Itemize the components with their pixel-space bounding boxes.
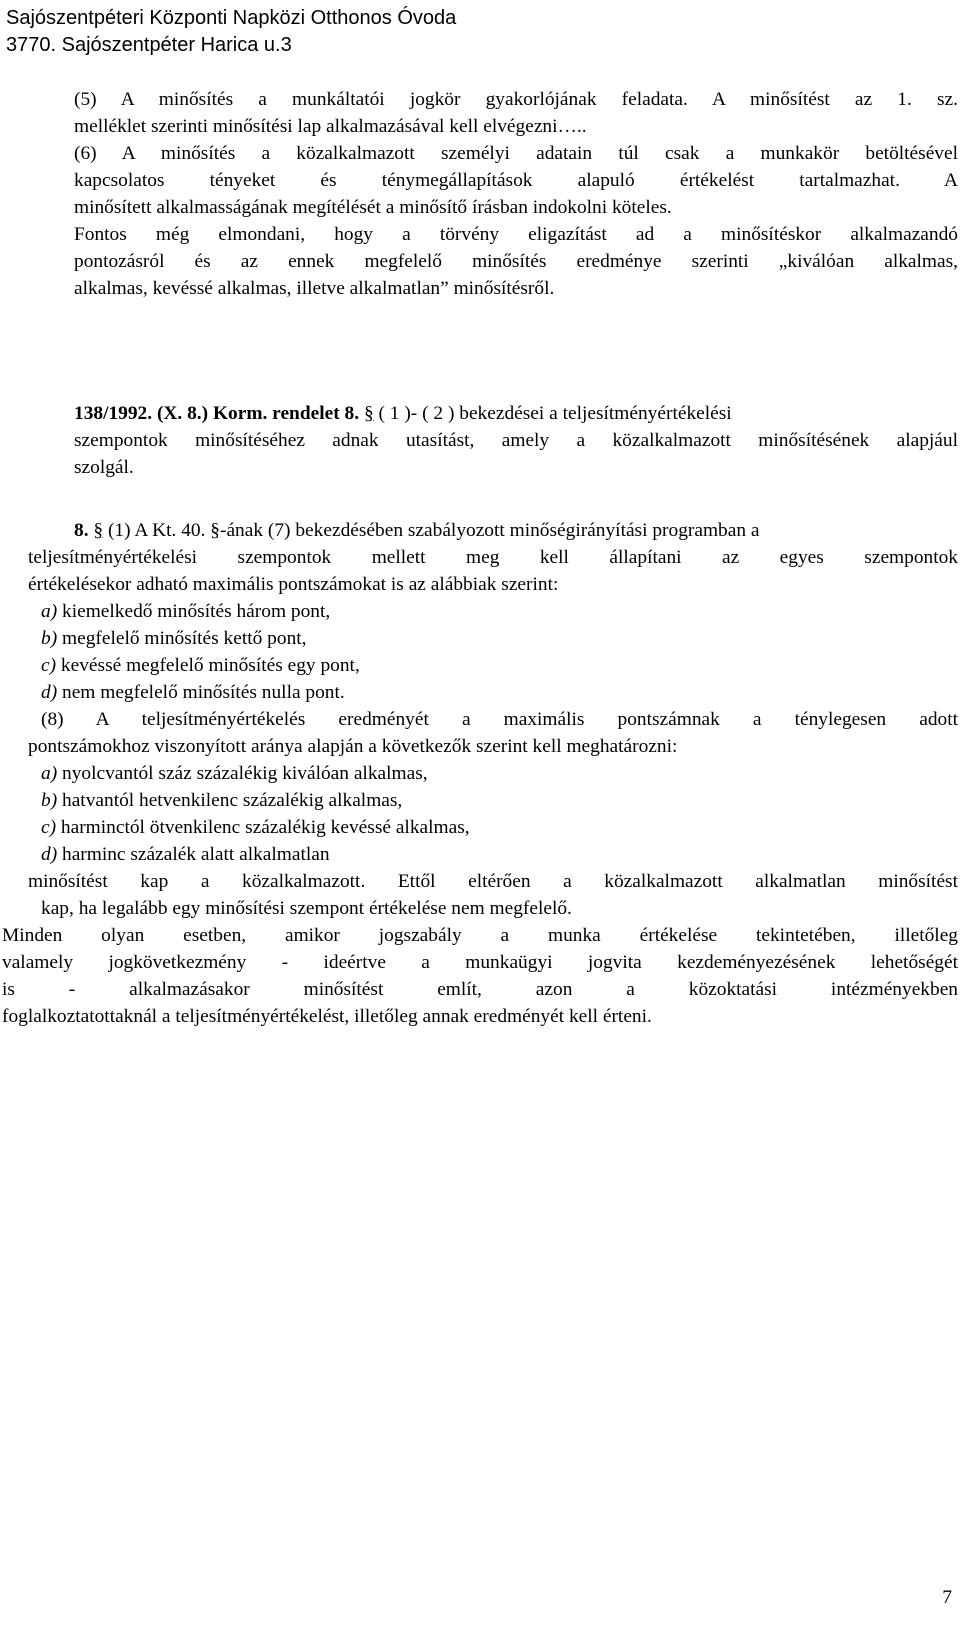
text-line: szolgál. xyxy=(74,457,134,478)
section-text: (1) A Kt. 40. §-ának (7) bekezdésében szabályozott minőségirányítási programban a xyxy=(103,520,760,541)
text-line: valamely jogkövetkezmény - ideértve a munkaügyi jogvita kezdeményezésének lehetőségét xyxy=(2,952,958,973)
text-line: Fontos még elmondani, hogy a törvény eligazítást ad a minősítéskor alkalmazandó xyxy=(74,224,958,245)
list-item: d) nem megfelelő minősítés nulla pont. xyxy=(41,682,345,703)
header-institution-name: Sajószentpéteri Központi Napközi Otthonos Óvoda xyxy=(6,7,457,29)
text-line: (6) A minősítés a közalkalmazott személyi adatain túl csak a munkakör betöltésével xyxy=(74,143,958,164)
section8-line-1 xyxy=(74,518,759,544)
text-line: pontszámokhoz viszonyított aránya alapján a következők szerint kell meghatározni: xyxy=(28,736,678,757)
list-item: b) hatvantól hetvenkilenc százalékig alkalmas, xyxy=(41,790,403,811)
text-line: Minden olyan esetben, amikor jogszabály a munka értékelése tekintetében, illetőleg xyxy=(2,925,958,946)
text-line: kapcsolatos tényeket és ténymegállapítások alapuló értékelést tartalmazhat. A xyxy=(74,170,958,191)
list-item: d) harminc százalék alatt alkalmatlan xyxy=(41,844,330,865)
text-line: melléklet szerinti minősítési lap alkalmazásával kell elvégezni….. xyxy=(74,116,587,137)
text-line: szempontok minősítéséhez adnak utasítást, amely a közalkalmazott minősítésének alapjául xyxy=(74,430,958,451)
header-address: 3770. Sajószentpéter Harica u.3 xyxy=(6,34,292,56)
section-sign: § xyxy=(93,520,104,541)
list-item: b) megfelelő minősítés kettő pont, xyxy=(41,628,307,649)
text-line: teljesítményértékelési szempontok mellett meg kell állapítani az egyes szempontok xyxy=(28,547,958,568)
text-line: is - alkalmazásakor minősítést említ, azon a közoktatási intézményekben xyxy=(2,979,958,1000)
decree-reference: 138/1992. (X. 8.) Korm. rendelet 8. xyxy=(74,403,360,424)
text-line: pontozásról és az ennek megfelelő minősítés eredménye szerinti „kiválóan alkalmas, xyxy=(74,251,958,272)
decree-text: ( 1 )- ( 2 ) bekezdései a teljesítményértékelési xyxy=(373,403,732,424)
text-line: alkalmas, kevéssé alkalmas, illetve alkalmatlan” minősítésről. xyxy=(74,278,555,299)
text-line: foglalkoztatottaknál a teljesítményértékelést, illetőleg annak eredményét kell érteni. xyxy=(2,1006,652,1027)
section-number: 8. xyxy=(74,520,89,541)
text-line: (8) A teljesítményértékelés eredményét a maximális pontszámnak a ténylegesen adott xyxy=(41,709,958,730)
list-item: c) harminctól ötvenkilenc százalékig kevéssé alkalmas, xyxy=(41,817,470,838)
list-item: c) kevéssé megfelelő minősítés egy pont, xyxy=(41,655,360,676)
text-line: értékelésekor adható maximális pontszámokat is az alábbiak szerint: xyxy=(28,574,559,595)
list-item: a) kiemelkedő minősítés három pont, xyxy=(41,601,331,622)
page-number: 7 xyxy=(942,1587,952,1608)
decree-line-1 xyxy=(74,401,732,427)
section-sign: § xyxy=(363,403,374,424)
text-line: minősítést kap a közalkalmazott. Ettől eltérően a közalkalmazott alkalmatlan minősítést xyxy=(28,871,958,892)
text-line: kap, ha legalább egy minősítési szempont értékelése nem megfelelő. xyxy=(41,898,572,919)
list-item: a) nyolcvantól száz százalékig kiválóan alkalmas, xyxy=(41,763,428,784)
text-line: (5) A minősítés a munkáltatói jogkör gyakorlójának feladata. A minősítést az 1. sz. xyxy=(74,89,958,110)
text-line: minősített alkalmasságának megítélését a minősítő írásban indokolni köteles. xyxy=(74,197,672,218)
